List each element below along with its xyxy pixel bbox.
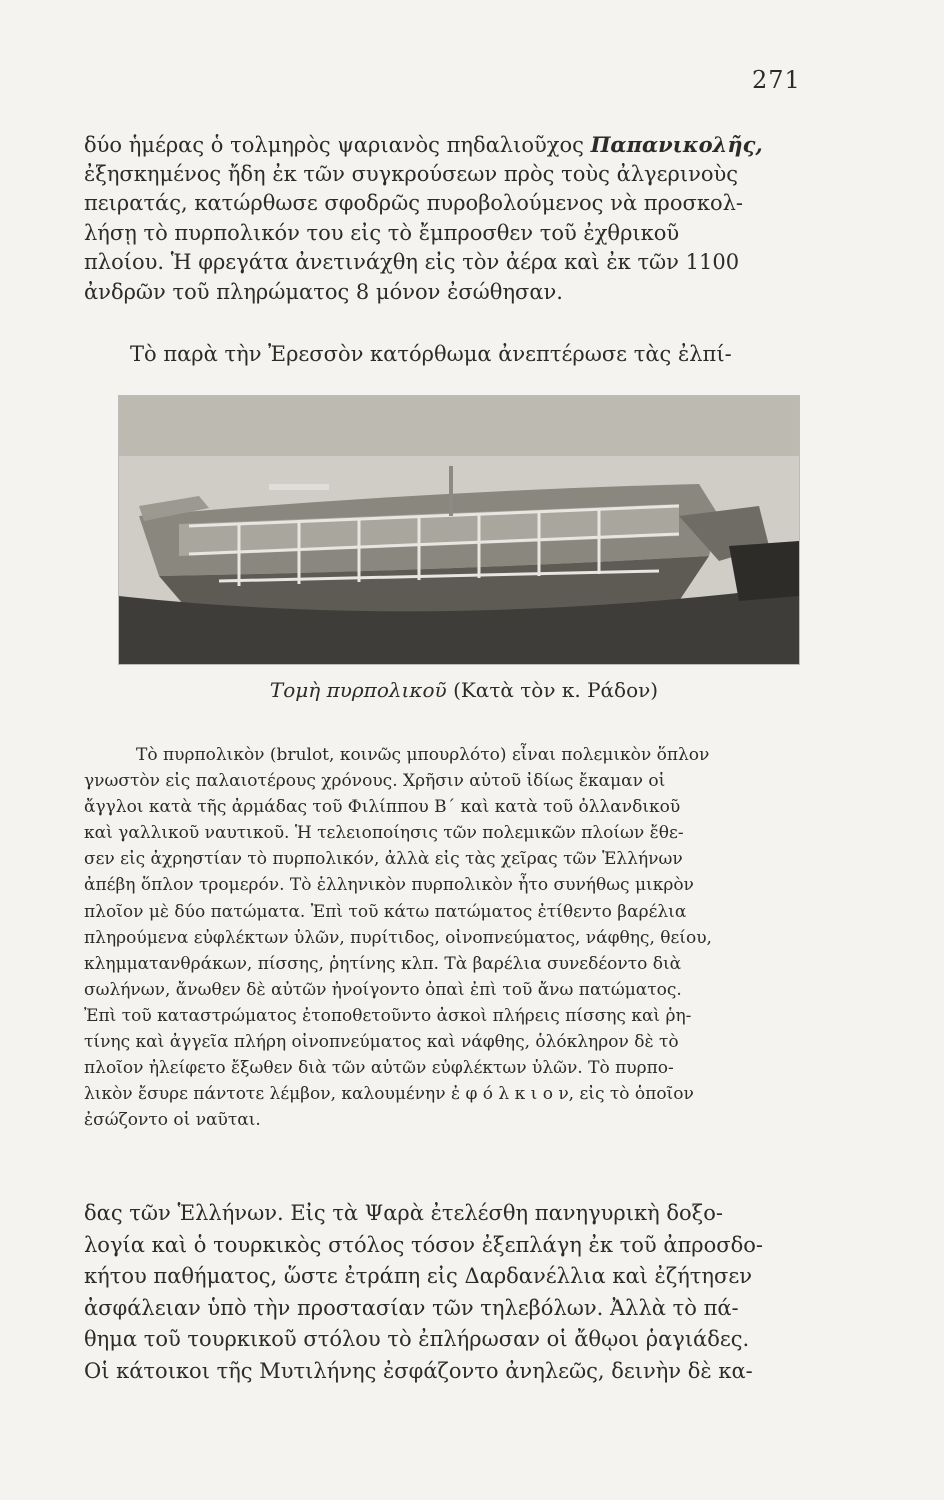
text-line: ἀσφάλειαν ὑπὸ τὴν προστασίαν τῶν τηλεβόλων. Ἀλλὰ τὸ πά- bbox=[84, 1295, 739, 1320]
note-line: ἄγγλοι κατὰ τῆς ἀρμάδας τοῦ Φιλίππου Β΄ καὶ κατὰ τοῦ ὀλλανδικοῦ bbox=[84, 797, 681, 818]
note-line: πληρούμενα εὐφλέκτων ὑλῶν, πυρίτιδος, οἰνοπνεύματος, νάφθης, θείου, bbox=[84, 927, 712, 948]
note-line: τίνης καὶ ἀγγεῖα πλήρη οἰνοπνεύματος καὶ νάφθης, ὁλόκληρον δὲ τὸ bbox=[84, 1032, 679, 1053]
figure-caption bbox=[84, 678, 844, 702]
text-line: πλοίου. Ἡ φρεγάτα ἀνετινάχθη εἰς τὸν ἀέρα καὶ ἐκ τῶν 1100 bbox=[84, 250, 740, 274]
note-line: σωλήνων, ἄνωθεν δὲ αὐτῶν ἠνοίγοντο ὀπαὶ ἐπὶ τοῦ ἄνω πατώματος. bbox=[84, 979, 682, 1000]
text-line-content: δύο ἡμέρας ὁ τολμηρὸς ψαριανὸς πηδαλιοῦχος bbox=[84, 133, 584, 157]
text-line: λογία καὶ ὁ τουρκικὸς στόλος τόσον ἐξεπλάγη ἐκ τοῦ ἀπροσδο- bbox=[84, 1232, 764, 1257]
note-line: πλοῖον ἠλείφετο ἔξωθεν διὰ τῶν αὐτῶν εὐφλέκτων ὑλῶν. Τὸ πυρπο- bbox=[84, 1058, 674, 1079]
text-line: κήτου παθήματος, ὥστε ἐτράπη εἰς Δαρδανέλλια καὶ ἐζήτησεν bbox=[84, 1264, 752, 1288]
text-line: λήσῃ τὸ πυρπολικόν του εἰς τὸ ἔμπροσθεν τοῦ ἐχθρικοῦ bbox=[84, 220, 680, 245]
note-line: λικὸν ἔσυρε πάντοτε λέμβον, καλουμένην ἐ φ ό λ κ ι ο ν, εἰς τὸ ὁποῖον bbox=[84, 1084, 694, 1105]
footnote-block bbox=[84, 742, 844, 1133]
page-number: 271 bbox=[752, 66, 801, 94]
paragraph-1 bbox=[84, 130, 844, 307]
text-line: δας τῶν Ἑλλήνων. Εἰς τὰ Ψαρὰ ἐτελέσθη πανηγυρικὴ δοξο- bbox=[84, 1201, 723, 1225]
note-line: γνωστὸν εἰς παλαιοτέρους χρόνους. Χρῆσιν αὐτοῦ ἰδίως ἔκαμαν οἱ bbox=[84, 771, 666, 792]
paragraph-2 bbox=[84, 340, 844, 370]
paragraph-3 bbox=[84, 1198, 844, 1387]
text-line: Οἱ κάτοικοι τῆς Μυτιλήνης ἐσφάζοντο ἀνηλεῶς, δεινὴν δὲ κα- bbox=[84, 1358, 753, 1383]
text-line: ἀνδρῶν τοῦ πληρώματος 8 μόνον ἐσώθησαν. bbox=[84, 279, 563, 304]
text-line: ἐξησκημένος ἤδη ἐκ τῶν συγκρούσεων πρὸς τοὺς ἀλγερινοὺς bbox=[84, 161, 739, 186]
note-line: πλοῖον μὲ δύο πατώματα. Ἐπὶ τοῦ κάτω πατώματος ἐτίθεντο βαρέλια bbox=[84, 901, 687, 922]
text-line bbox=[84, 130, 844, 160]
note-line: Ἐπὶ τοῦ καταστρώματος ἐτοποθετοῦντο ἀσκοὶ πλήρεις πίσσης καὶ ῥη- bbox=[84, 1005, 692, 1026]
note-line: κλημματανθράκων, πίσσης, ῥητίνης κλπ. Τὰ βαρέλια συνεδέοντο διὰ bbox=[84, 953, 682, 974]
text-line: Τὸ παρὰ τὴν Ἐρεσσὸν κατόρθωμα ἀνεπτέρωσε τὰς ἐλπί- bbox=[130, 342, 732, 366]
caption-credit: (Κατὰ τὸν κ. Ράδον) bbox=[453, 678, 659, 702]
note-line: καὶ γαλλικοῦ ναυτικοῦ. Ἡ τελειοποίησις τῶν πολεμικῶν πλοίων ἔθε- bbox=[84, 823, 684, 844]
text-line: θημα τοῦ τουρκικοῦ στόλου τὸ ἐπλήρωσαν οἱ ἄθῳοι ῥαγιάδες. bbox=[84, 1327, 750, 1351]
note-line: ἀπέβη ὅπλον τρομερόν. Τὸ ἑλληνικὸν πυρπολικὸν ἦτο συνήθως μικρὸν bbox=[84, 875, 694, 896]
fireship-illustration bbox=[119, 396, 799, 664]
caption-title: Τομὴ πυρπολικοῦ bbox=[269, 678, 447, 702]
text-line: πειρατάς, κατώρθωσε σφοδρῶς πυροβολούμενος νὰ προσκολ- bbox=[84, 191, 743, 215]
note-line: σεν εἰς ἀχρηστίαν τὸ πυρπολικόν, ἀλλὰ εἰς τὰς χεῖρας τῶν Ἑλλήνων bbox=[84, 849, 683, 870]
note-line: Τὸ πυρπολικὸν (brulot, κοινῶς μπουρλότο) εἶναι πολεμικὸν ὅπλον bbox=[136, 745, 710, 765]
name-emphasis: Παπανικολῆς, bbox=[590, 132, 763, 157]
note-line: ἐσώζοντο οἱ ναῦται. bbox=[84, 1110, 261, 1131]
fireship-section-figure bbox=[118, 395, 800, 665]
